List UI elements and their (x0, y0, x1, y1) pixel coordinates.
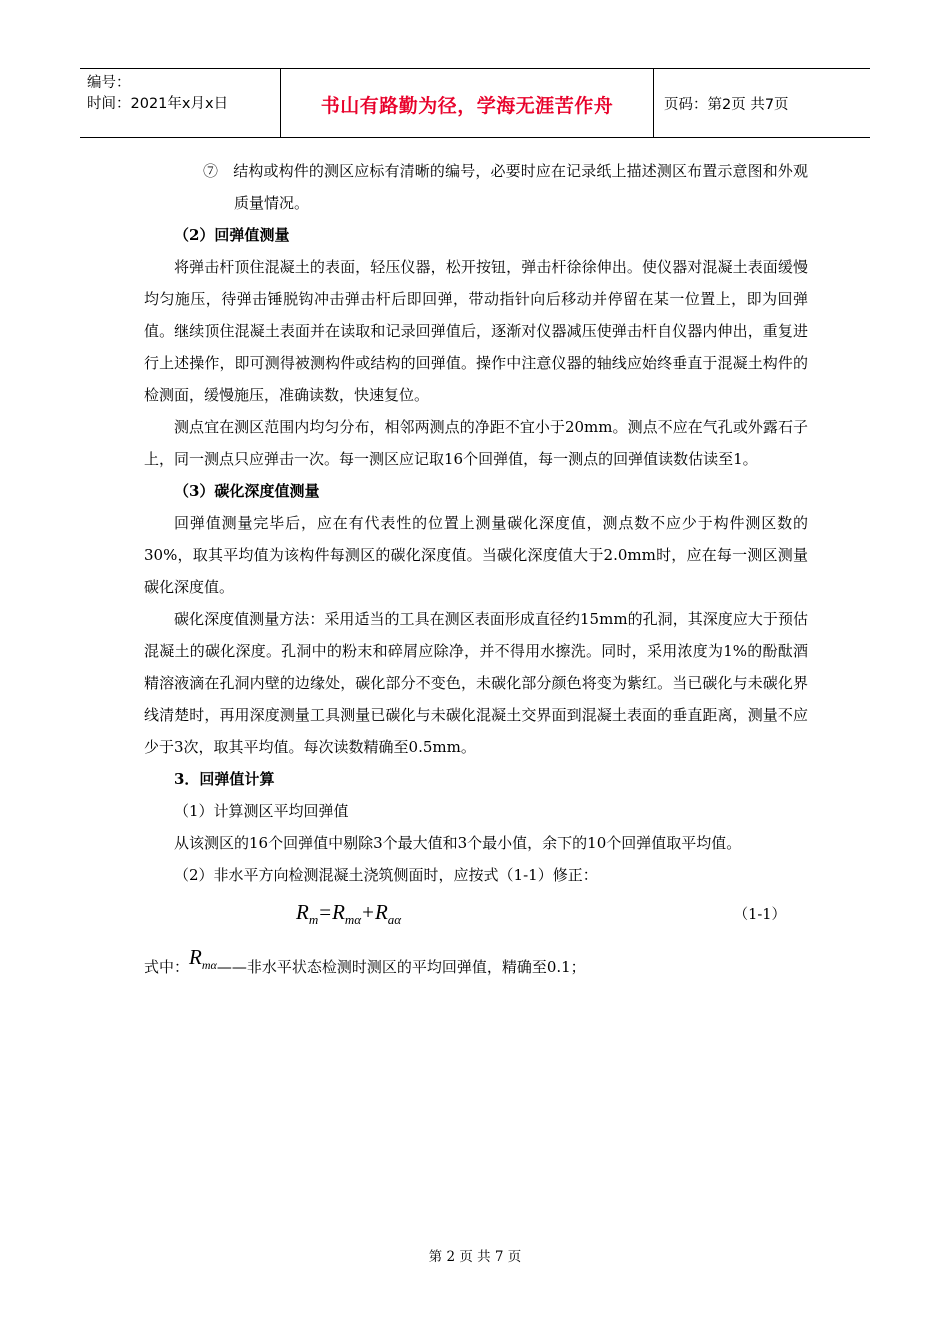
where-definition: ——非水平状态检测时测区的平均回弹值，精确至0.1； (216, 958, 586, 976)
formula-lhs-sub: m (308, 912, 319, 927)
where-symbol-sub: mα (201, 958, 217, 972)
subheading-non-horizontal: （2）非水平方向检测混凝土浇筑侧面时，应按式（1-1）修正： (174, 866, 598, 884)
heading-carbonation: （3）碳化深度值测量 (174, 482, 320, 500)
where-symbol (189, 945, 217, 972)
paragraph-measure-points: 测点宜在测区范围内均匀分布，相邻两测点的净距不宜小于20mm。测点不应在气孔或外露石子上，同一测点只应弹击一次。每一测区应记取16个回弹值，每一测点的回弹值读数估读至1。 (144, 418, 808, 468)
paragraph-average: 从该测区的16个回弹值中剔除3个最大值和3个最小值，余下的10个回弹值取平均值。 (174, 834, 742, 852)
formula-term1: R (332, 900, 345, 924)
item-7 (144, 155, 808, 219)
heading-rebound-calc: 3．回弹值计算 (174, 770, 275, 788)
formula-lhs: R (296, 900, 309, 924)
date-label: 时间：2021年x月x日 (87, 96, 229, 112)
page-footer: 第 2 页 共 7 页 (428, 1249, 522, 1265)
paragraph-rebound-procedure: 将弹击杆顶住混凝土的表面，轻压仪器，松开按钮，弹击杆徐徐伸出。使仪器对混凝土表面缓慢均匀施压，待弹击锤脱钩冲击弹击杆后即回弹，带动指针向后移动并停留在某一位置上，即为回弹值。继续顶住混凝土表面并在读取和记录回弹值后，逐渐对仪器减压使弹击杆自仪器内伸出，重复进行上述操作，即可测得被测构件或结构的回弹值。操作中注意仪器的轴线应始终垂直于混凝土构件的检测面，缓慢施压，准确读数，快速复位。 (144, 258, 808, 404)
heading-rebound-measure: （2）回弹值测量 (174, 226, 290, 244)
equation-number: （1-1） (733, 907, 786, 923)
page-header (80, 68, 870, 138)
where-symbol-main: R (189, 945, 202, 969)
item-7-text: 结构或构件的测区应标有清晰的编号，必要时应在记录纸上描述测区布置示意图和外观质量情况。 (233, 162, 808, 212)
serial-label: 编号： (87, 75, 131, 91)
formula-expression (296, 897, 401, 935)
formula-term1-sub: mα (344, 912, 362, 927)
formula-term2: R (374, 900, 388, 924)
item-7-marker: ⑦ (203, 162, 219, 180)
formula-equals: = (319, 900, 332, 924)
document-body (144, 155, 808, 989)
header-motto-cell (281, 69, 654, 137)
formula-plus: + (362, 900, 374, 924)
header-meta-cell (80, 69, 281, 137)
formula-1-1 (144, 891, 808, 945)
formula-where (144, 945, 808, 989)
page-code: 页码：第2页 共7页 (664, 96, 789, 113)
paragraph-carbonation-method: 碳化深度值测量方法：采用适当的工具在测区表面形成直径约15mm的孔洞，其深度应大于预估混凝土的碳化深度。孔洞中的粉末和碎屑应除净，并不得用水擦洗。同时，采用浓度为1%的酚酞酒精溶液滴在孔洞内壁的边缘处，碳化部分不变色，未碳化部分颜色将变为紫红。当已碳化与未碳化界线清楚时，再用深度测量工具测量已碳化与未碳化混凝土交界面到混凝土表面的垂直距离，测量不应少于3次，取其平均值。每次读数精确至0.5mm。 (144, 610, 808, 756)
formula-term2-sub: aα (387, 912, 402, 927)
paragraph-carbonation-scope: 回弹值测量完毕后，应在有代表性的位置上测量碳化深度值，测点数不应少于构件测区数的30%，取其平均值为该构件每测区的碳化深度值。当碳化深度值大于2.0mm时，应在每一测区测量碳化深度值。 (144, 514, 808, 596)
motto-text: 书山有路勤为径，学海无涯苦作舟 (320, 94, 614, 117)
where-prefix: 式中： (144, 958, 190, 976)
subheading-average: （1）计算测区平均回弹值 (174, 802, 349, 820)
header-page-cell (654, 69, 870, 137)
